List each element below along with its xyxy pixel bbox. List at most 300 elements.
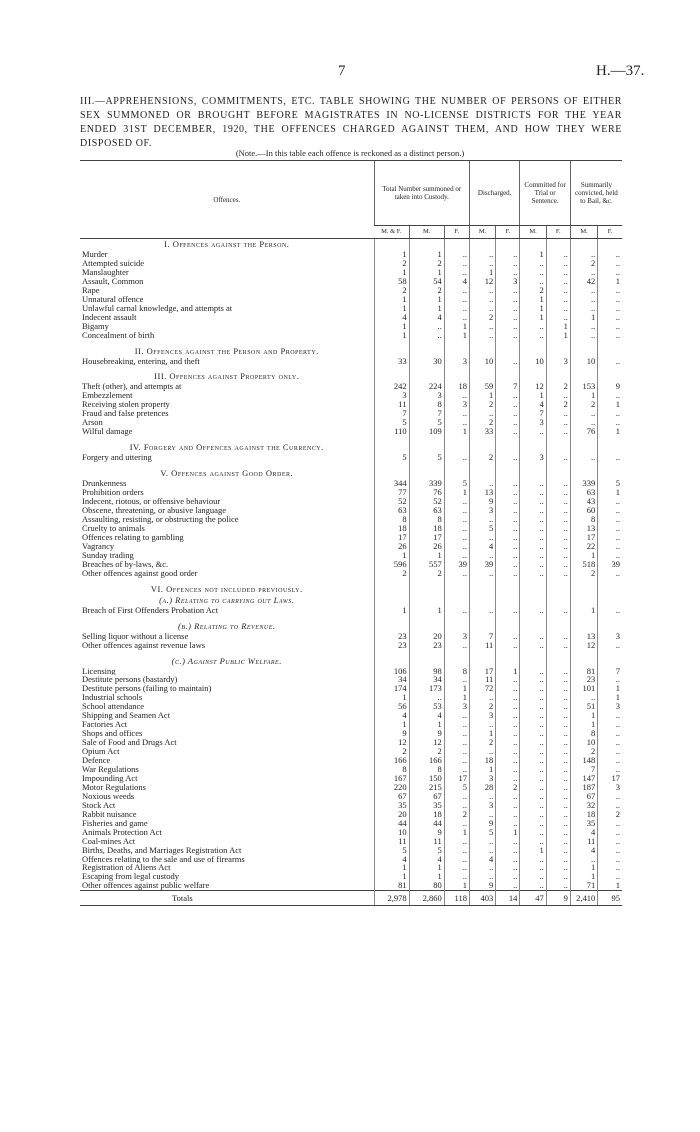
- value-cell: ..: [546, 560, 570, 569]
- value-cell: 1: [409, 720, 444, 729]
- value-cell: 1: [409, 551, 444, 560]
- empty-cell: [374, 371, 409, 382]
- value-cell: 5: [374, 846, 409, 855]
- table-row: [80, 533, 622, 542]
- value-cell: 17: [374, 533, 409, 542]
- offence-label: Destitute persons (failing to maintain): [82, 684, 212, 694]
- value-cell: 81: [570, 667, 597, 676]
- value-cell: 12: [409, 738, 444, 747]
- offence-label: Receiving stolen property: [82, 400, 170, 410]
- table-row: [80, 268, 622, 277]
- value-cell: 80: [409, 881, 444, 890]
- value-cell: 1: [374, 250, 409, 259]
- table-row: [80, 675, 622, 684]
- value-cell: ..: [520, 765, 546, 774]
- value-cell: ..: [546, 524, 570, 533]
- value-cell: ..: [444, 801, 469, 810]
- value-cell: 4: [444, 277, 469, 286]
- value-cell: 11: [469, 675, 495, 684]
- value-cell: ..: [496, 632, 520, 641]
- value-cell: 3: [444, 400, 469, 409]
- value-cell: ..: [598, 268, 622, 277]
- value-cell: ..: [496, 515, 520, 524]
- value-cell: 5: [374, 418, 409, 427]
- value-cell: ..: [520, 675, 546, 684]
- offence-label: Embezzlement: [82, 391, 133, 401]
- value-cell: ..: [520, 632, 546, 641]
- value-cell: ..: [444, 295, 469, 304]
- table-row: [80, 542, 622, 551]
- offence-label: Stock Act: [82, 800, 116, 810]
- value-cell: ..: [546, 774, 570, 783]
- value-cell: ..: [469, 810, 495, 819]
- value-cell: 63: [570, 488, 597, 497]
- value-cell: ..: [598, 756, 622, 765]
- table-row: [80, 881, 622, 890]
- empty-cell: [444, 621, 469, 632]
- value-cell: 3: [469, 506, 495, 515]
- value-cell: ..: [546, 542, 570, 551]
- subsection-heading-row: [80, 621, 622, 632]
- value-cell: 3: [520, 453, 546, 462]
- value-cell: ..: [520, 738, 546, 747]
- value-cell: 1: [444, 881, 469, 890]
- value-cell: 12: [520, 382, 546, 391]
- value-cell: ..: [444, 747, 469, 756]
- value-cell: ..: [469, 533, 495, 542]
- value-cell: 1: [570, 720, 597, 729]
- section-heading: II. Offences against the Person and Property.: [134, 345, 319, 356]
- value-cell: 18: [444, 382, 469, 391]
- value-cell: 4: [409, 855, 444, 864]
- value-cell: 1: [598, 684, 622, 693]
- value-cell: ..: [444, 711, 469, 720]
- header-m: M.: [409, 226, 444, 239]
- header-mf: M. & F.: [374, 226, 409, 239]
- table-row: [80, 711, 622, 720]
- value-cell: ..: [496, 409, 520, 418]
- offence-label: Other offences against public welfare: [82, 881, 210, 891]
- section-heading-row: [80, 371, 622, 382]
- value-cell: ..: [598, 322, 622, 331]
- offence-label: School attendance: [82, 702, 145, 712]
- empty-cell: [546, 595, 570, 606]
- totals-row: [80, 891, 622, 906]
- offence-label: Indecent assault: [82, 312, 137, 322]
- value-cell: 63: [374, 506, 409, 515]
- value-cell: ..: [546, 569, 570, 578]
- value-cell: ..: [496, 506, 520, 515]
- table-row: [80, 524, 622, 533]
- subsection-heading-row: [80, 595, 622, 606]
- value-cell: ..: [496, 756, 520, 765]
- value-cell: ..: [598, 551, 622, 560]
- value-cell: 166: [374, 756, 409, 765]
- value-cell: ..: [598, 304, 622, 313]
- empty-cell: [469, 584, 495, 595]
- value-cell: ..: [496, 331, 520, 340]
- value-cell: ..: [546, 641, 570, 650]
- value-cell: 14: [496, 891, 520, 906]
- value-cell: ..: [520, 774, 546, 783]
- value-cell: 20: [374, 810, 409, 819]
- value-cell: ..: [469, 872, 495, 881]
- offences-table: [80, 160, 622, 906]
- value-cell: ..: [469, 569, 495, 578]
- value-cell: 1: [444, 427, 469, 436]
- value-cell: ..: [546, 756, 570, 765]
- value-cell: ..: [520, 259, 546, 268]
- empty-cell: [546, 346, 570, 357]
- value-cell: 1: [374, 872, 409, 881]
- section-heading-row: [80, 442, 622, 453]
- value-cell: 9: [469, 881, 495, 890]
- value-cell: ..: [520, 702, 546, 711]
- offence-label: Bigamy: [82, 321, 109, 331]
- value-cell: ..: [469, 295, 495, 304]
- empty-cell: [409, 584, 444, 595]
- value-cell: ..: [444, 675, 469, 684]
- value-cell: ..: [520, 569, 546, 578]
- value-cell: ..: [496, 693, 520, 702]
- value-cell: ..: [520, 693, 546, 702]
- value-cell: ..: [520, 277, 546, 286]
- empty-cell: [496, 621, 520, 632]
- empty-cell: [598, 584, 622, 595]
- value-cell: ..: [444, 418, 469, 427]
- value-cell: ..: [570, 295, 597, 304]
- value-cell: ..: [598, 765, 622, 774]
- value-cell: ..: [496, 551, 520, 560]
- value-cell: ..: [598, 606, 622, 615]
- empty-cell: [496, 584, 520, 595]
- value-cell: ..: [496, 304, 520, 313]
- value-cell: ..: [496, 881, 520, 890]
- empty-cell: [444, 371, 469, 382]
- value-cell: 1: [444, 693, 469, 702]
- empty-cell: [570, 656, 597, 667]
- value-cell: 11: [469, 641, 495, 650]
- value-cell: ..: [546, 729, 570, 738]
- offence-label: Unnatural offence: [82, 294, 144, 304]
- table-row: [80, 720, 622, 729]
- document-reference: H.—37.: [596, 63, 645, 79]
- value-cell: ..: [444, 286, 469, 295]
- value-cell: ..: [598, 846, 622, 855]
- table-row: [80, 632, 622, 641]
- value-cell: ..: [546, 259, 570, 268]
- value-cell: 18: [469, 756, 495, 765]
- offence-label: Offences relating to gambling: [82, 532, 184, 542]
- value-cell: 596: [374, 560, 409, 569]
- value-cell: 1: [409, 268, 444, 277]
- value-cell: ..: [496, 810, 520, 819]
- value-cell: ..: [444, 259, 469, 268]
- value-cell: 1: [546, 322, 570, 331]
- value-cell: 344: [374, 479, 409, 488]
- empty-cell: [409, 239, 444, 251]
- value-cell: ..: [520, 729, 546, 738]
- value-cell: 1: [444, 322, 469, 331]
- value-cell: 1: [520, 304, 546, 313]
- subsection-heading-row: [80, 656, 622, 667]
- value-cell: ..: [546, 675, 570, 684]
- value-cell: 2,860: [409, 891, 444, 906]
- value-cell: 1: [570, 872, 597, 881]
- table-row: [80, 382, 622, 391]
- value-cell: ..: [469, 259, 495, 268]
- table-row: [80, 792, 622, 801]
- offence-label: Forgery and uttering: [82, 453, 152, 463]
- value-cell: ..: [520, 322, 546, 331]
- subsection-heading: (b.) Relating to Revenue.: [178, 620, 276, 631]
- value-cell: 76: [409, 488, 444, 497]
- offence-label: Sunday trading: [82, 550, 134, 560]
- value-cell: 2: [409, 259, 444, 268]
- value-cell: ..: [520, 427, 546, 436]
- value-cell: 12: [469, 277, 495, 286]
- value-cell: 51: [570, 702, 597, 711]
- table-row: [80, 418, 622, 427]
- value-cell: 9: [409, 828, 444, 837]
- empty-cell: [469, 656, 495, 667]
- value-cell: 8: [444, 667, 469, 676]
- value-cell: 518: [570, 560, 597, 569]
- header-m: M.: [469, 226, 495, 239]
- value-cell: 1: [374, 551, 409, 560]
- value-cell: ..: [598, 747, 622, 756]
- value-cell: ..: [520, 667, 546, 676]
- value-cell: 33: [469, 427, 495, 436]
- page-number: 7: [338, 63, 346, 79]
- value-cell: ..: [520, 756, 546, 765]
- value-cell: 4: [374, 855, 409, 864]
- value-cell: ..: [598, 259, 622, 268]
- value-cell: ..: [598, 313, 622, 322]
- empty-cell: [444, 656, 469, 667]
- table-row: [80, 313, 622, 322]
- empty-cell: [444, 595, 469, 606]
- value-cell: ..: [496, 819, 520, 828]
- value-cell: 3: [546, 357, 570, 366]
- value-cell: 2: [374, 747, 409, 756]
- section-heading: V. Offences against Good Order.: [160, 468, 294, 479]
- value-cell: 8: [374, 765, 409, 774]
- empty-cell: [469, 371, 495, 382]
- table-row: [80, 409, 622, 418]
- value-cell: 3: [520, 418, 546, 427]
- value-cell: 1: [374, 304, 409, 313]
- value-cell: 18: [409, 810, 444, 819]
- offence-label: Rabbit nuisance: [82, 809, 137, 819]
- offence-label: Vagrancy: [82, 541, 115, 551]
- empty-cell: [520, 621, 546, 632]
- value-cell: ..: [598, 286, 622, 295]
- table-row: [80, 569, 622, 578]
- value-cell: 9: [546, 891, 570, 906]
- value-cell: ..: [520, 881, 546, 890]
- value-cell: ..: [496, 427, 520, 436]
- value-cell: 1: [520, 846, 546, 855]
- value-cell: 7: [570, 765, 597, 774]
- value-cell: ..: [598, 675, 622, 684]
- value-cell: ..: [598, 497, 622, 506]
- table-body: [80, 239, 622, 906]
- empty-cell: [496, 468, 520, 479]
- value-cell: ..: [496, 872, 520, 881]
- table-row: [80, 783, 622, 792]
- offence-label: Animals Protection Act: [82, 827, 162, 837]
- empty-cell: [409, 468, 444, 479]
- value-cell: ..: [496, 250, 520, 259]
- value-cell: 106: [374, 667, 409, 676]
- value-cell: 1: [570, 551, 597, 560]
- value-cell: ..: [570, 453, 597, 462]
- value-cell: ..: [520, 331, 546, 340]
- value-cell: ..: [598, 295, 622, 304]
- value-cell: 2: [570, 747, 597, 756]
- value-cell: 1: [444, 331, 469, 340]
- empty-cell: [374, 621, 409, 632]
- table-heading: III.—APPREHENSIONS, COMMITMENTS, ETC. TABLE SHOWING THE NUMBER OF PERSONS OF EITHER SEX SUMMONED OR BROUGHT BEFORE MAGISTRATES IN NO-LICENSE DISTRICTS FOR THE YEAR ENDED 31ST DECEMBER, 1920, THE OFFENCES CHARGED AGAINST THEM, AND HOW THEY WERE DISPOSED OF.: [80, 96, 622, 149]
- offence-label: Attempted suicide: [82, 258, 145, 268]
- offence-label: Factories Act: [82, 720, 128, 730]
- value-cell: 2: [469, 453, 495, 462]
- value-cell: 1: [444, 488, 469, 497]
- value-cell: ..: [520, 819, 546, 828]
- offence-label: Licensing: [82, 666, 116, 676]
- value-cell: 10: [469, 357, 495, 366]
- value-cell: 5: [598, 479, 622, 488]
- offence-label: Breach of First Offenders Probation Act: [82, 605, 219, 615]
- value-cell: 1: [409, 863, 444, 872]
- value-cell: 10: [374, 828, 409, 837]
- value-cell: 42: [570, 277, 597, 286]
- value-cell: 11: [409, 837, 444, 846]
- value-cell: ..: [496, 801, 520, 810]
- value-cell: ..: [444, 863, 469, 872]
- value-cell: 224: [409, 382, 444, 391]
- value-cell: ..: [570, 322, 597, 331]
- offence-label: Industrial schools: [82, 693, 143, 703]
- empty-cell: [469, 346, 495, 357]
- value-cell: 39: [469, 560, 495, 569]
- value-cell: ..: [496, 357, 520, 366]
- table-row: [80, 774, 622, 783]
- value-cell: 1: [496, 828, 520, 837]
- value-cell: ..: [598, 524, 622, 533]
- value-cell: 43: [570, 497, 597, 506]
- value-cell: ..: [598, 391, 622, 400]
- value-cell: 56: [374, 702, 409, 711]
- value-cell: ..: [598, 409, 622, 418]
- value-cell: 1: [598, 693, 622, 702]
- value-cell: ..: [496, 863, 520, 872]
- header-f: F.: [444, 226, 469, 239]
- value-cell: ..: [496, 497, 520, 506]
- value-cell: ..: [598, 569, 622, 578]
- header-offences: Offences.: [80, 161, 374, 239]
- value-cell: ..: [546, 391, 570, 400]
- value-cell: 339: [570, 479, 597, 488]
- value-cell: ..: [570, 268, 597, 277]
- value-cell: ..: [496, 837, 520, 846]
- offence-label: Assault, Common: [82, 276, 144, 286]
- table-row: [80, 391, 622, 400]
- value-cell: ..: [546, 872, 570, 881]
- value-cell: ..: [469, 250, 495, 259]
- value-cell: 2: [409, 569, 444, 578]
- table-row: [80, 295, 622, 304]
- value-cell: ..: [546, 277, 570, 286]
- value-cell: 11: [374, 837, 409, 846]
- value-cell: 1: [570, 606, 597, 615]
- offence-label: Obscene, threatening, or abusive language: [82, 506, 226, 515]
- value-cell: ..: [598, 533, 622, 542]
- value-cell: ..: [546, 479, 570, 488]
- table-row: [80, 855, 622, 864]
- offence-label: War Regulations: [82, 764, 139, 774]
- value-cell: ..: [444, 720, 469, 729]
- value-cell: ..: [496, 738, 520, 747]
- section-heading-row: [80, 346, 622, 357]
- value-cell: 174: [374, 684, 409, 693]
- value-cell: 17: [409, 533, 444, 542]
- value-cell: ..: [546, 828, 570, 837]
- value-cell: ..: [444, 542, 469, 551]
- value-cell: 1: [409, 606, 444, 615]
- table-row: [80, 259, 622, 268]
- value-cell: ..: [546, 667, 570, 676]
- value-cell: ..: [496, 560, 520, 569]
- value-cell: ..: [496, 295, 520, 304]
- empty-cell: [444, 239, 469, 251]
- value-cell: ..: [496, 259, 520, 268]
- value-cell: 4: [570, 828, 597, 837]
- value-cell: 1: [570, 863, 597, 872]
- value-cell: ..: [469, 304, 495, 313]
- value-cell: ..: [444, 497, 469, 506]
- empty-cell: [374, 239, 409, 251]
- value-cell: ..: [520, 506, 546, 515]
- value-cell: ..: [546, 846, 570, 855]
- value-cell: 17: [469, 667, 495, 676]
- value-cell: 2: [469, 418, 495, 427]
- section-heading-row: [80, 468, 622, 479]
- offence-label: Escaping from legal custody: [82, 872, 180, 882]
- table-row: [80, 819, 622, 828]
- offence-label: Impounding Act: [82, 773, 138, 783]
- value-cell: 1: [598, 400, 622, 409]
- value-cell: 187: [570, 783, 597, 792]
- value-cell: ..: [570, 855, 597, 864]
- value-cell: ..: [520, 863, 546, 872]
- value-cell: ..: [546, 453, 570, 462]
- value-cell: ..: [546, 693, 570, 702]
- value-cell: 2: [469, 400, 495, 409]
- empty-cell: [374, 595, 409, 606]
- value-cell: 5: [374, 453, 409, 462]
- value-cell: 3: [444, 357, 469, 366]
- value-cell: 8: [570, 515, 597, 524]
- empty-cell: [469, 239, 495, 251]
- empty-cell: [570, 239, 597, 251]
- value-cell: 76: [570, 427, 597, 436]
- value-cell: ..: [520, 497, 546, 506]
- value-cell: 3: [409, 391, 444, 400]
- value-cell: 13: [570, 632, 597, 641]
- empty-cell: [598, 442, 622, 453]
